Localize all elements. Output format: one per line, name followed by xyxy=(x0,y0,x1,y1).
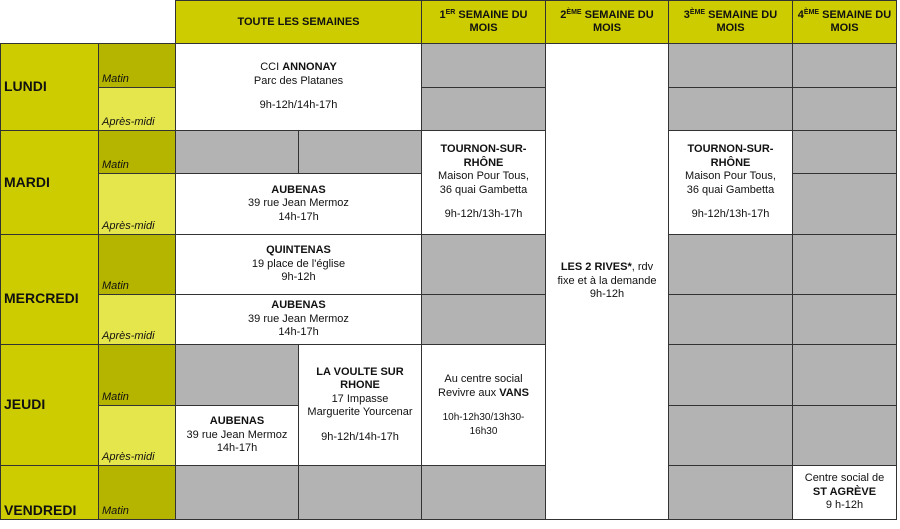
location-name: LES 2 RIVES* xyxy=(560,261,632,274)
address: 39 rue Jean Mermoz xyxy=(248,312,349,325)
address: Maison Pour Tous, xyxy=(438,170,529,183)
cell-text: Au centre social xyxy=(444,373,523,385)
empty-cell xyxy=(298,465,422,520)
empty-cell xyxy=(421,43,546,88)
empty-cell xyxy=(792,43,897,88)
hours: 9h-12h xyxy=(589,288,625,301)
empty-cell xyxy=(421,234,546,295)
cell-tournon-week-1 xyxy=(421,130,546,235)
address: Marguerite Yourcenar xyxy=(307,406,413,419)
address: Maison Pour Tous, xyxy=(685,170,776,183)
cell-text: Revivre aux xyxy=(438,386,500,399)
empty-cell xyxy=(792,294,897,345)
cell-aubenas-mercredi xyxy=(175,294,422,345)
day-jeudi xyxy=(0,344,99,466)
header-label: TOUTE LES SEMAINES xyxy=(237,15,360,28)
half-label: Matin xyxy=(102,504,129,517)
empty-cell xyxy=(668,87,793,131)
half-apres-midi xyxy=(98,87,176,131)
location-name: RHONE xyxy=(340,379,380,392)
hours: 9h-12h/14h-17h xyxy=(259,99,338,112)
empty-cell xyxy=(668,405,793,466)
location-name: LA VOULTE SUR xyxy=(316,365,404,378)
hours: 10h-12h30/13h30- xyxy=(442,412,525,423)
cell-tournon-week-3 xyxy=(668,130,793,235)
header-num: 3 xyxy=(683,9,690,21)
address: 17 Impasse xyxy=(331,392,389,405)
cell-les-2-rives xyxy=(545,43,669,520)
location-name: ANNONAY xyxy=(282,61,337,74)
half-matin xyxy=(98,465,176,520)
location-name: RHÔNE xyxy=(710,156,751,169)
half-label: Matin xyxy=(102,158,129,171)
half-label: Après-midi xyxy=(102,329,155,342)
empty-cell xyxy=(792,173,897,235)
empty-cell xyxy=(175,344,299,406)
day-label: MARDI xyxy=(4,173,50,190)
location-name: VANS xyxy=(499,386,529,399)
cell-vans xyxy=(421,344,546,466)
header-label: SEMAINE DU MOIS xyxy=(455,9,528,34)
half-label: Après-midi xyxy=(102,450,155,463)
header-week-2 xyxy=(545,0,669,44)
header-sup: ER xyxy=(445,9,456,16)
header-label: SEMAINE DU MOIS xyxy=(819,9,892,34)
hours: 14h-17h xyxy=(278,326,319,339)
day-vendredi xyxy=(0,465,99,520)
address: 36 quai Gambetta xyxy=(686,183,775,196)
cell-aubenas-jeudi xyxy=(175,405,299,466)
empty-cell xyxy=(792,130,897,174)
empty-cell xyxy=(792,234,897,295)
empty-cell xyxy=(792,87,897,131)
half-apres-midi xyxy=(98,294,176,345)
hours: 14h-17h xyxy=(216,442,258,455)
empty-cell xyxy=(421,465,546,520)
half-apres-midi xyxy=(98,173,176,235)
day-lundi xyxy=(0,43,99,131)
cell-annonay xyxy=(175,43,422,131)
empty-cell xyxy=(792,405,897,466)
location-name: QUINTENAS xyxy=(266,244,331,257)
address: 19 place de l'église xyxy=(251,257,346,270)
cell-quintenas xyxy=(175,234,422,295)
half-label: Après-midi xyxy=(102,219,155,232)
half-matin xyxy=(98,130,176,174)
half-matin xyxy=(98,43,176,88)
day-label: MERCREDI xyxy=(4,289,79,306)
cell-text: CCI xyxy=(260,61,283,74)
half-matin xyxy=(98,234,176,295)
day-mardi xyxy=(0,130,99,235)
hours: 16h30 xyxy=(469,425,498,437)
cell-text: , rdv xyxy=(631,261,654,274)
empty-cell xyxy=(668,294,793,345)
day-label: JEUDI xyxy=(4,396,46,413)
half-label: Matin xyxy=(102,390,129,403)
address: Parc des Platanes xyxy=(253,74,344,87)
location-name: ST AGRÈVE xyxy=(812,485,877,498)
header-all-weeks xyxy=(175,0,422,44)
empty-cell xyxy=(421,87,546,131)
half-label: Matin xyxy=(102,72,129,85)
location-name: AUBENAS xyxy=(209,415,265,428)
half-matin xyxy=(98,344,176,406)
header-sup: ÈME xyxy=(689,9,706,16)
address: 39 rue Jean Mermoz xyxy=(248,197,349,210)
location-name: TOURNON-SUR- xyxy=(440,143,527,156)
location-name: RHÔNE xyxy=(463,156,504,169)
location-name: AUBENAS xyxy=(271,183,326,196)
empty-cell xyxy=(175,130,299,174)
day-mercredi xyxy=(0,234,99,345)
header-week-4 xyxy=(792,0,897,44)
empty-cell xyxy=(668,344,793,406)
header-sup: ÈME xyxy=(566,9,582,16)
hours: 9h-12h/13h-17h xyxy=(691,208,770,221)
cell-text: fixe et à la demande xyxy=(557,274,657,287)
empty-cell xyxy=(175,465,299,520)
empty-cell xyxy=(792,344,897,406)
header-label: SEMAINE DU MOIS xyxy=(581,9,654,34)
cell-aubenas-mardi xyxy=(175,173,422,235)
hours: 9h-12h xyxy=(281,271,316,284)
header-num: 2 xyxy=(560,9,567,21)
hours: 9 h-12h xyxy=(825,499,864,512)
header-week-1 xyxy=(421,0,546,44)
cell-la-voulte xyxy=(298,344,422,466)
location-name: AUBENAS xyxy=(271,299,326,312)
header-label: SEMAINE DU MOIS xyxy=(705,9,778,34)
empty-cell xyxy=(421,294,546,345)
header-num: 1 xyxy=(439,9,446,21)
day-label: LUNDI xyxy=(4,78,47,95)
cell-text: Centre social de xyxy=(804,472,885,485)
location-name: TOURNON-SUR- xyxy=(687,143,774,156)
half-label: Après-midi xyxy=(102,115,155,128)
half-apres-midi xyxy=(98,405,176,466)
empty-cell xyxy=(668,465,793,520)
cell-st-agreve xyxy=(792,465,897,520)
empty-cell xyxy=(298,130,422,174)
hours: 9h-12h/14h-17h xyxy=(321,430,399,443)
empty-cell xyxy=(668,234,793,295)
header-sup: ÈME xyxy=(803,9,820,16)
header-week-3 xyxy=(668,0,793,44)
day-label: VENDREDI xyxy=(4,501,77,518)
half-label: Matin xyxy=(102,279,129,292)
address: 36 quai Gambetta xyxy=(439,183,528,196)
hours: 9h-12h/13h-17h xyxy=(444,208,523,221)
header-num: 4 xyxy=(797,9,804,21)
address: 39 rue Jean Mermoz xyxy=(186,428,288,441)
hours: 14h-17h xyxy=(278,210,319,223)
empty-cell xyxy=(668,43,793,88)
